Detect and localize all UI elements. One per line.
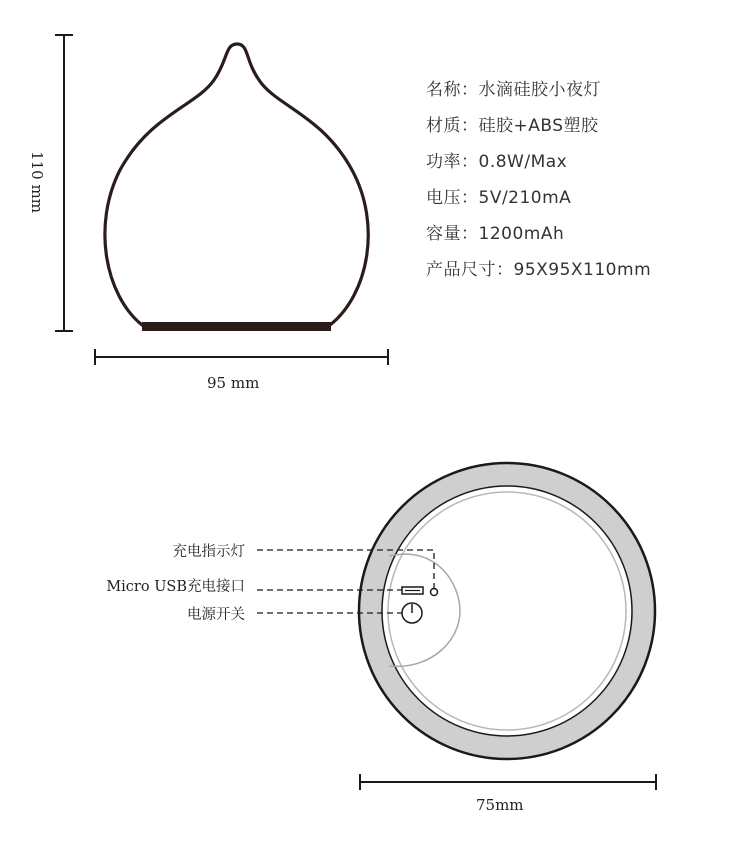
indicator-callout: 充电指示灯 xyxy=(172,544,245,560)
bottom-view xyxy=(359,463,655,759)
power-switch-callout: 电源开关 xyxy=(187,607,245,623)
lamp-base xyxy=(142,322,331,331)
height-dimension-line xyxy=(55,35,73,331)
spec-item-voltage: 电压：5V/210mA xyxy=(426,188,572,208)
base-width-label: 75mm xyxy=(476,796,524,814)
spec-item-material: 材质：硅胶+ABS塑胶 xyxy=(426,116,599,136)
inner-ring xyxy=(382,486,632,736)
height-label: 110 mm xyxy=(27,151,46,213)
spec-list xyxy=(426,78,651,294)
teardrop-outline xyxy=(105,44,368,325)
spec-item-capacity: 容量：1200mAh xyxy=(426,224,565,244)
spec-item-size: 产品尺寸：95X95X110mm xyxy=(426,260,652,280)
spec-item-power: 功率：0.8W/Max xyxy=(426,152,568,172)
base-dimension-line xyxy=(360,774,656,790)
width-dimension-line xyxy=(95,349,388,365)
spec-item-name: 名称：水滴硅胶小夜灯 xyxy=(426,80,601,100)
width-label: 95 mm xyxy=(207,374,260,392)
usb-port-callout: Micro USB充电接口 xyxy=(106,579,245,595)
